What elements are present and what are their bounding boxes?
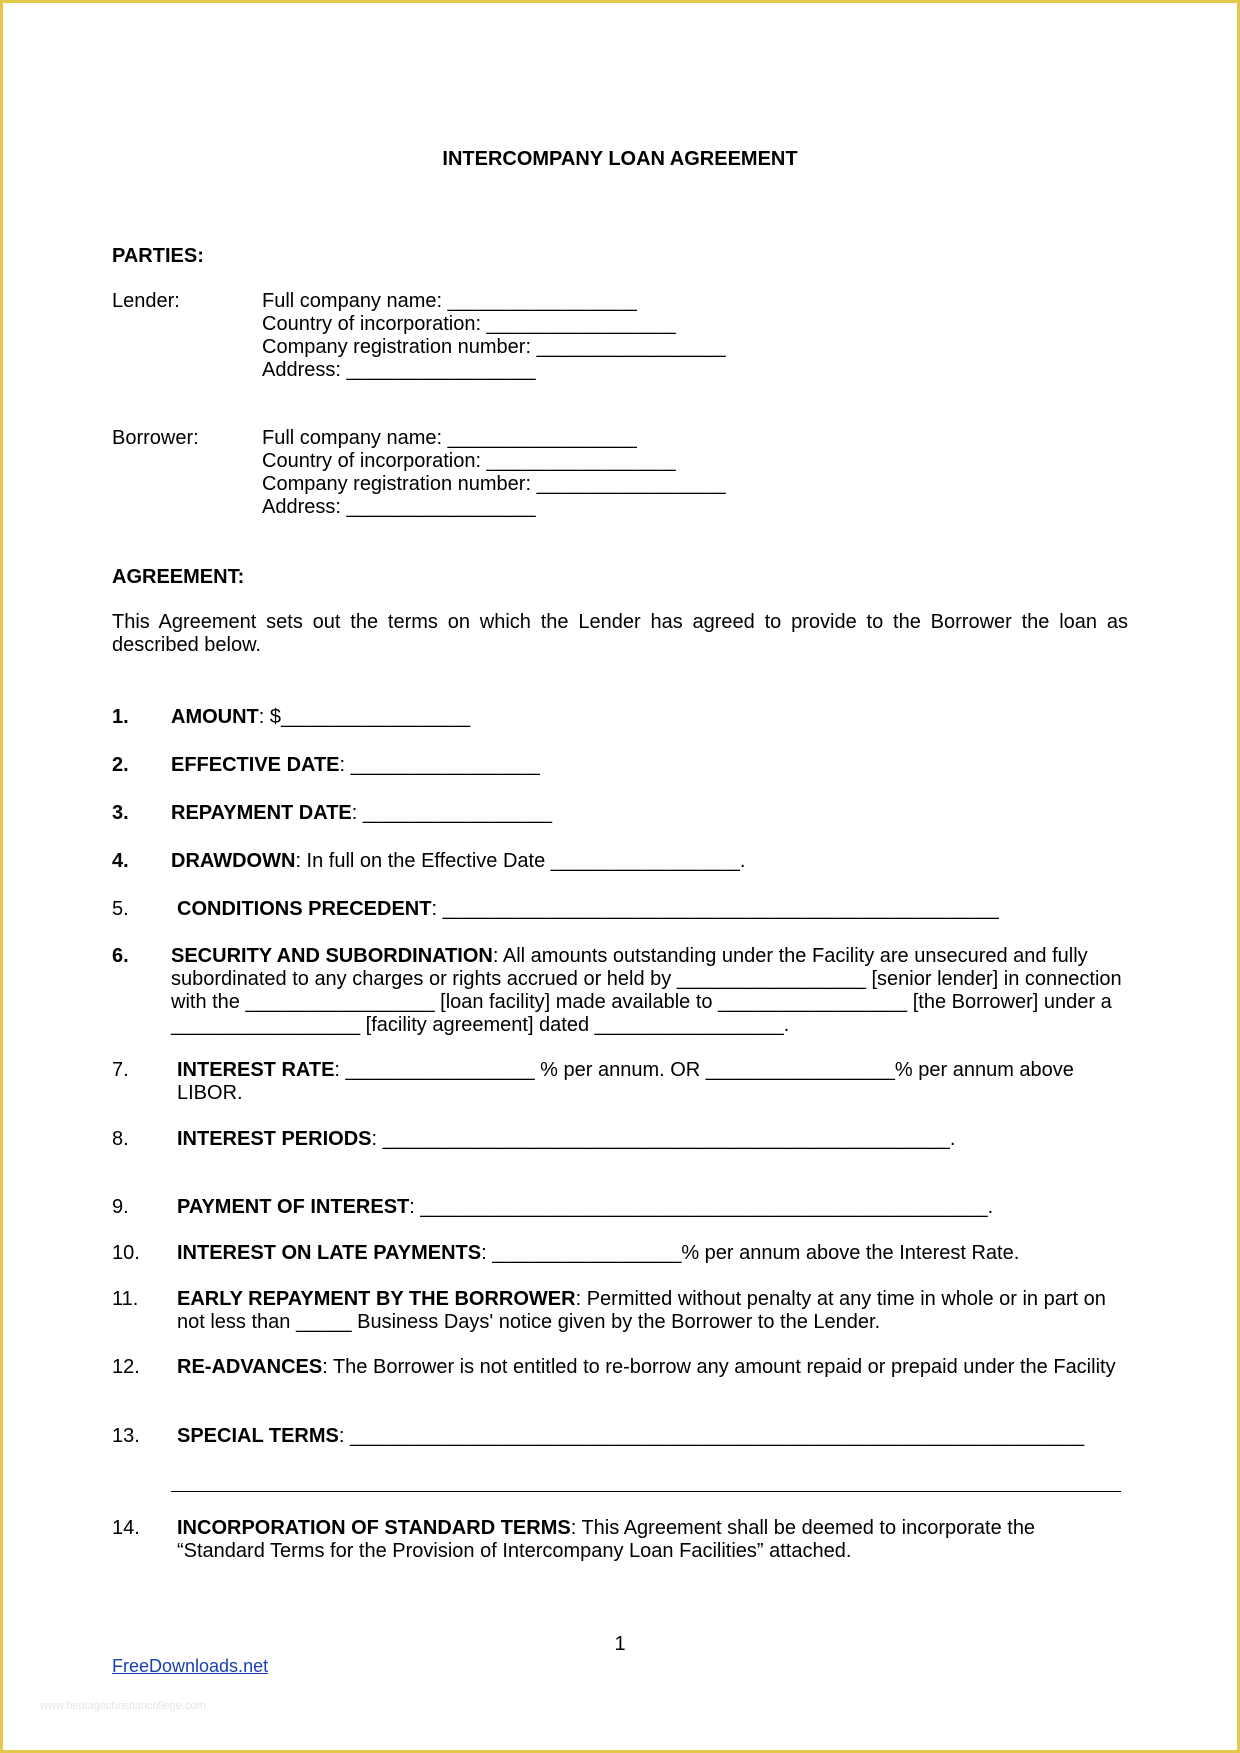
clause-number: 1. — [112, 706, 129, 728]
clause-term: REPAYMENT DATE — [171, 802, 352, 824]
clause-text: : $_________________ — [258, 706, 471, 728]
clause-term: INTEREST RATE — [177, 1059, 335, 1081]
clause-text: : _________________ — [339, 754, 540, 776]
clause-term: CONDITIONS PRECEDENT — [177, 898, 432, 920]
clause-text: : This Agreement shall be deemed to incorporate the “Standard Terms for the Provision of Intercompany Loan Facilities” attached. — [177, 1517, 1036, 1562]
borrower-company-name: Full company name: _________________ — [262, 427, 637, 449]
lender-company-name: Full company name: _________________ — [262, 290, 637, 312]
clause-term: INTEREST ON LATE PAYMENTS — [177, 1242, 482, 1264]
clause-number: 14. — [112, 1517, 140, 1539]
clause-number: 6. — [112, 945, 129, 967]
lender-address: Address: _________________ — [262, 359, 536, 381]
clause-text: : In full on the Effective Date _________________. — [295, 850, 746, 872]
lender-country: Country of incorporation: _________________ — [262, 313, 676, 335]
borrower-label: Borrower: — [112, 427, 199, 449]
clause-term: INTEREST PERIODS — [177, 1128, 372, 1150]
clause-number: 5. — [112, 898, 129, 920]
clause-text: : _________________ — [351, 802, 552, 824]
clause-number: 3. — [112, 802, 129, 824]
clause-number: 8. — [112, 1128, 129, 1150]
clause-term: EFFECTIVE DATE — [171, 754, 340, 776]
borrower-country: Country of incorporation: _________________ — [262, 450, 676, 472]
clause-text: : ___________________________________________________. — [409, 1196, 994, 1218]
borrower-registration: Company registration number: _________________ — [262, 473, 726, 495]
clause-term: DRAWDOWN — [171, 850, 296, 872]
special-terms-blank-line — [171, 1473, 1121, 1492]
clause-text: : The Borrower is not entitled to re-borrow any amount repaid or prepaid under the Facility — [322, 1356, 1116, 1378]
page-number: 1 — [614, 1633, 626, 1655]
clause-text: : __________________________________________________________________ — [338, 1425, 1085, 1447]
borrower-fields — [262, 427, 726, 519]
clause-number: 13. — [112, 1425, 140, 1447]
clause-number: 12. — [112, 1356, 140, 1378]
clause-number: 10. — [112, 1242, 140, 1264]
clause-number: 7. — [112, 1059, 129, 1081]
clause-text: : _________________% per annum above the Interest Rate. — [481, 1242, 1020, 1264]
agreement-heading: AGREEMENT: — [112, 566, 245, 588]
clause-term: SECURITY AND SUBORDINATION — [171, 945, 493, 967]
clause-text: : Permitted without penalty at any time in whole or in part on not less than _____ Business Days' notice given by the Borrower to the Lender. — [177, 1288, 1106, 1333]
borrower-address: Address: _________________ — [262, 496, 536, 518]
lender-registration: Company registration number: _________________ — [262, 336, 726, 358]
clause-term: EARLY REPAYMENT BY THE BORROWER — [177, 1288, 576, 1310]
watermark: www.heritagechristiancollege.com — [40, 1700, 206, 1712]
clause-term: PAYMENT OF INTEREST — [177, 1196, 410, 1218]
parties-heading: PARTIES: — [112, 245, 204, 267]
clause-text: : _________________ % per annum. OR _________________% per annum above LIBOR. — [177, 1059, 1074, 1104]
clause-term: AMOUNT — [171, 706, 259, 728]
lender-fields — [262, 290, 726, 382]
clause-term: SPECIAL TERMS — [177, 1425, 339, 1447]
clause-term: INCORPORATION OF STANDARD TERMS — [177, 1517, 571, 1539]
clause-number: 11. — [112, 1288, 139, 1310]
clause-text: : ___________________________________________________. — [371, 1128, 956, 1150]
document-title: INTERCOMPANY LOAN AGREEMENT — [442, 148, 798, 170]
lender-label: Lender: — [112, 290, 180, 312]
clause-text: : __________________________________________________ — [431, 898, 999, 920]
clause-number: 9. — [112, 1196, 129, 1218]
agreement-intro: This Agreement sets out the terms on which the Lender has agreed to provide to the Borrower the loan as described below. — [112, 611, 1128, 656]
freedownloads-link[interactable]: FreeDownloads.net — [112, 1656, 269, 1676]
clause-text: : All amounts outstanding under the Facility are unsecured and fully subordinated to any charges or rights accrued or held by _________________ [senior lender] in connection with the _________________ [loan facility] made available to _________________ [the Borrower] under a _________________ [facility agreement] dated _________________. — [171, 945, 1122, 1036]
clause-number: 2. — [112, 754, 129, 776]
clause-term: RE-ADVANCES — [177, 1356, 323, 1378]
clause-number: 4. — [112, 850, 129, 872]
